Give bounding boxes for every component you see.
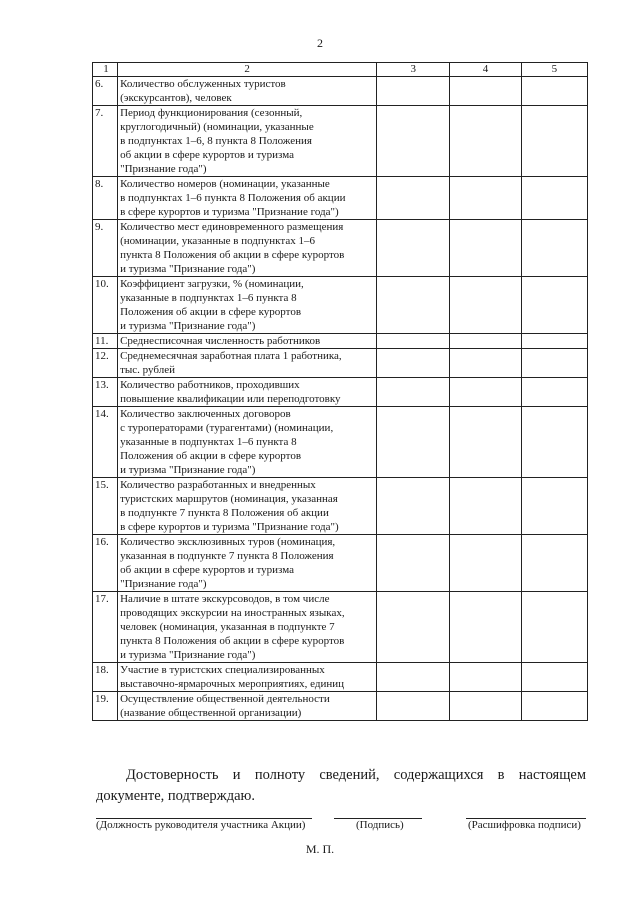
- header-col-4: 4: [450, 63, 521, 77]
- row-number: 15.: [93, 478, 118, 535]
- page-number: 2: [317, 36, 323, 50]
- signature-label: (Подпись): [356, 819, 404, 831]
- value-cell-col-3[interactable]: [377, 692, 450, 721]
- table-row: [93, 478, 588, 535]
- table-row: [93, 535, 588, 592]
- row-indicator: Количество работников, проходивших повышение квалификации или переподготовку: [118, 378, 377, 407]
- value-cell-col-4[interactable]: [450, 77, 521, 106]
- value-cell-col-5[interactable]: [521, 592, 587, 663]
- value-cell-col-4[interactable]: [450, 378, 521, 407]
- header-col-2: 2: [118, 63, 377, 77]
- value-cell-col-5[interactable]: [521, 277, 587, 334]
- value-cell-col-3[interactable]: [377, 478, 450, 535]
- confirmation-statement: Достоверность и полноту сведений, содержащихся в настоящем документе, подтверждаю.: [96, 767, 586, 804]
- row-indicator: Участие в туристских специализированных выставочно-ярмарочных мероприятиях, единиц: [118, 663, 377, 692]
- value-cell-col-3[interactable]: [377, 407, 450, 478]
- value-cell-col-5[interactable]: [521, 378, 587, 407]
- value-cell-col-5[interactable]: [521, 692, 587, 721]
- value-cell-col-5[interactable]: [521, 478, 587, 535]
- header-col-1: 1: [93, 63, 118, 77]
- value-cell-col-5[interactable]: [521, 535, 587, 592]
- value-cell-col-5[interactable]: [521, 177, 587, 220]
- row-number: 19.: [93, 692, 118, 721]
- table-row: [93, 378, 588, 407]
- value-cell-col-3[interactable]: [377, 77, 450, 106]
- value-cell-col-5[interactable]: [521, 220, 587, 277]
- table-row: [93, 663, 588, 692]
- value-cell-col-3[interactable]: [377, 334, 450, 349]
- header-col-3: 3: [377, 63, 450, 77]
- row-number: 16.: [93, 535, 118, 592]
- value-cell-col-4[interactable]: [450, 349, 521, 378]
- row-number: 13.: [93, 378, 118, 407]
- row-number: 10.: [93, 277, 118, 334]
- value-cell-col-4[interactable]: [450, 592, 521, 663]
- value-cell-col-4[interactable]: [450, 220, 521, 277]
- value-cell-col-5[interactable]: [521, 349, 587, 378]
- value-cell-col-3[interactable]: [377, 378, 450, 407]
- row-indicator: Наличие в штате экскурсоводов, в том числе проводящих экскурсии на иностранных языках, человек (номинация, указанная в подпункте 7 пункта 8 Положения об акции в сфере курортов и туризма "Признание года"): [118, 592, 377, 663]
- value-cell-col-3[interactable]: [377, 535, 450, 592]
- table-row: [93, 692, 588, 721]
- row-number: 6.: [93, 77, 118, 106]
- row-indicator: Период функционирования (сезонный, круглогодичный) (номинации, указанные в подпунктах 1–6, 8 пункта 8 Положения об акции в сфере курортов и туризма "Признание года"): [118, 106, 377, 177]
- row-indicator: Количество обслуженных туристов (экскурсантов), человек: [118, 77, 377, 106]
- value-cell-col-4[interactable]: [450, 663, 521, 692]
- table-row: [93, 177, 588, 220]
- value-cell-col-3[interactable]: [377, 220, 450, 277]
- row-number: 7.: [93, 106, 118, 177]
- position-label: (Должность руководителя участника Акции): [96, 819, 306, 831]
- value-cell-col-4[interactable]: [450, 106, 521, 177]
- table-row: [93, 407, 588, 478]
- value-cell-col-4[interactable]: [450, 277, 521, 334]
- row-number: 18.: [93, 663, 118, 692]
- row-indicator: Количество номеров (номинации, указанные в подпунктах 1–6 пункта 8 Положения об акции в сфере курортов и туризма "Признание года"): [118, 177, 377, 220]
- row-indicator: Среднесписочная численность работников: [118, 334, 377, 349]
- value-cell-col-3[interactable]: [377, 277, 450, 334]
- row-indicator: Коэффициент загрузки, % (номинации, указанные в подпунктах 1–6 пункта 8 Положения об акции в сфере курортов и туризма "Признание года"): [118, 277, 377, 334]
- table-row: [93, 77, 588, 106]
- value-cell-col-5[interactable]: [521, 77, 587, 106]
- value-cell-col-4[interactable]: [450, 407, 521, 478]
- value-cell-col-3[interactable]: [377, 592, 450, 663]
- decoding-label: (Расшифровка подписи): [468, 819, 581, 831]
- row-indicator: Количество заключенных договоров с туроператорами (турагентами) (номинации, указанные в подпунктах 1–6 пункта 8 Положения об акции в сфере курортов и туризма "Признание года"): [118, 407, 377, 478]
- table-row: [93, 220, 588, 277]
- value-cell-col-4[interactable]: [450, 535, 521, 592]
- row-number: 14.: [93, 407, 118, 478]
- value-cell-col-4[interactable]: [450, 478, 521, 535]
- value-cell-col-5[interactable]: [521, 407, 587, 478]
- row-indicator: Среднемесячная заработная плата 1 работника, тыс. рублей: [118, 349, 377, 378]
- row-number: 8.: [93, 177, 118, 220]
- row-number: 17.: [93, 592, 118, 663]
- row-number: 11.: [93, 334, 118, 349]
- value-cell-col-3[interactable]: [377, 106, 450, 177]
- value-cell-col-4[interactable]: [450, 334, 521, 349]
- row-indicator: Осуществление общественной деятельности (название общественной организации): [118, 692, 377, 721]
- value-cell-col-5[interactable]: [521, 663, 587, 692]
- value-cell-col-5[interactable]: [521, 334, 587, 349]
- row-indicator: Количество мест единовременного размещения (номинации, указанные в подпунктах 1–6 пункта 8 Положения об акции в сфере курортов и туризма "Признание года"): [118, 220, 377, 277]
- row-number: 12.: [93, 349, 118, 378]
- table-row: [93, 592, 588, 663]
- table-row: [93, 349, 588, 378]
- row-indicator: Количество эксклюзивных туров (номинация, указанная в подпункте 7 пункта 8 Положения об акции в сфере курортов и туризма "Признание года"): [118, 535, 377, 592]
- row-number: 9.: [93, 220, 118, 277]
- value-cell-col-4[interactable]: [450, 177, 521, 220]
- value-cell-col-4[interactable]: [450, 692, 521, 721]
- data-table: [92, 62, 588, 721]
- value-cell-col-3[interactable]: [377, 349, 450, 378]
- value-cell-col-3[interactable]: [377, 177, 450, 220]
- table-row: [93, 334, 588, 349]
- header-col-5: 5: [521, 63, 587, 77]
- table-row: [93, 277, 588, 334]
- value-cell-col-5[interactable]: [521, 106, 587, 177]
- value-cell-col-3[interactable]: [377, 663, 450, 692]
- table-row: [93, 106, 588, 177]
- seal-place-label: М. П.: [305, 842, 335, 856]
- table-header-row: [93, 63, 588, 77]
- row-indicator: Количество разработанных и внедренных туристских маршрутов (номинация, указанная в подпункте 7 пункта 8 Положения об акции в сфере курортов и туризма "Признание года"): [118, 478, 377, 535]
